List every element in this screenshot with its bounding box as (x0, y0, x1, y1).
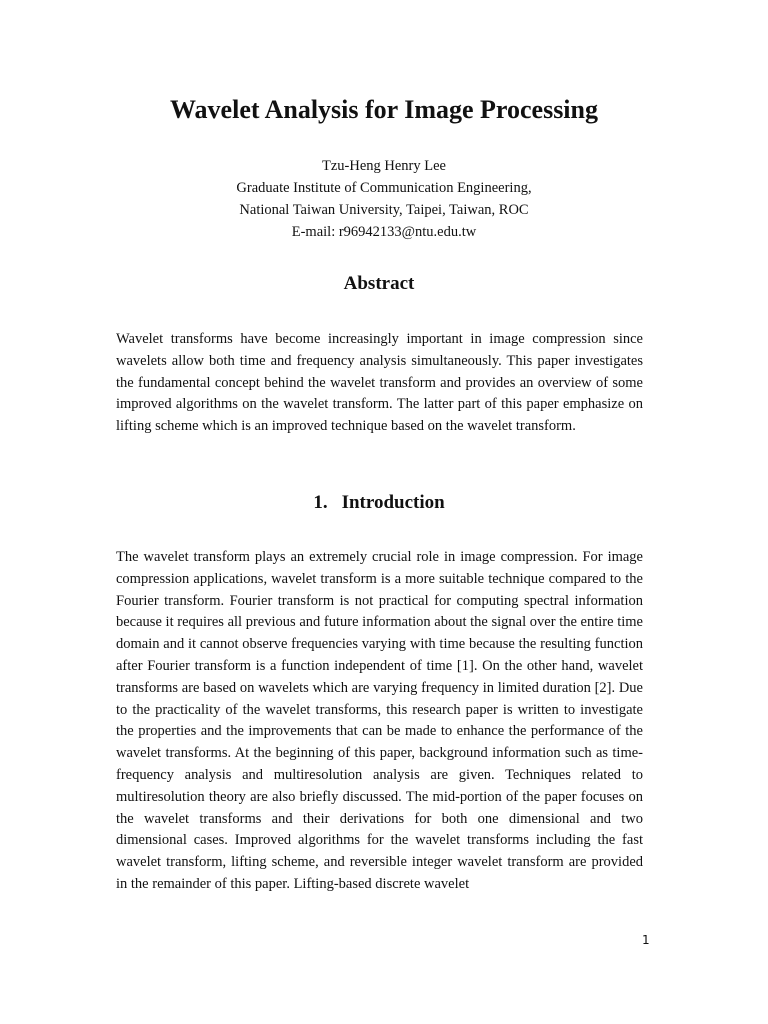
page-number: 1 (642, 933, 650, 947)
abstract-heading: Abstract (343, 273, 415, 294)
section-number: 1. (313, 492, 328, 513)
section-title: Introduction (341, 492, 445, 513)
author-affiliation-line-2: National Taiwan University, Taipei, Taiwan, ROC (239, 202, 529, 218)
author-block (0, 155, 768, 243)
author-email: E-mail: r96942133@ntu.edu.tw (291, 224, 477, 240)
introduction-paragraph: The wavelet transform plays an extremely crucial role in image compression. For image compression applications, wavelet transform is a more suitable technique compared to the Fourier transform. Fourier transform is not practical for computing spectral information because it requires all previous and future information about the signal over the entire time domain and it cannot observe frequencies varying with time because the resulting function after Fourier transform is a function independent of time [1]. On the other hand, wavelet transforms are based on wavelets which are varying frequency in limited duration [2]. Due to the practicality of the wavelet transforms, this research paper is written to investigate the properties and the improvements that can be made to enhance the performance of the wavelet transforms. At the beginning of this paper, background information such as time-frequency analysis and multiresolution analysis are given. Techniques related to multiresolution theory are also briefly discussed. The mid-portion of the paper focuses on the wavelet transforms and their derivations for both one dimensional and two dimensional cases. Improved algorithms for the wavelet transforms including the fast wavelet transform, lifting scheme, and reversible integer wavelet transform are provided in the remainder of this paper. Lifting-based discrete wavelet (116, 549, 643, 892)
abstract-paragraph: Wavelet transforms have become increasingly important in image compression since wavelets allow both time and frequency analysis simultaneously. This paper investigates the fundamental concept behind the wavelet transform and provides an overview of some improved algorithms on the wavelet transform. The latter part of this paper emphasize on lifting scheme which is an improved technique based on the wavelet transform. (116, 331, 643, 435)
paper-title: Wavelet Analysis for Image Processing (169, 95, 598, 124)
author-name: Tzu-Heng Henry Lee (322, 158, 446, 174)
author-affiliation-line-1: Graduate Institute of Communication Engineering, (236, 180, 532, 196)
introduction-heading (0, 491, 758, 515)
